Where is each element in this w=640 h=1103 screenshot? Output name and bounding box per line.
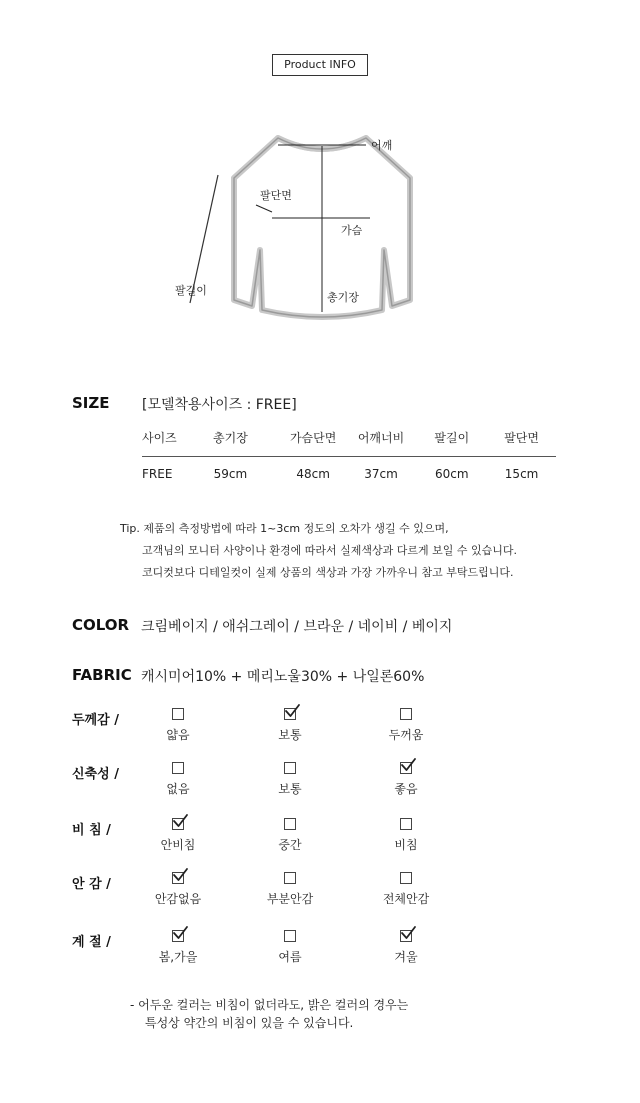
option-label: 봄,가을 xyxy=(158,950,198,964)
attribute-option xyxy=(250,708,330,743)
attribute-option xyxy=(366,762,446,797)
checkbox-icon xyxy=(400,818,412,830)
attribute-option xyxy=(366,930,446,965)
transparency-notice xyxy=(130,996,408,1032)
checked-box-icon xyxy=(172,930,184,942)
option-label: 없음 xyxy=(166,782,190,796)
attribute-option xyxy=(138,762,218,797)
column-header: 팔단면 xyxy=(504,431,539,445)
attribute-label: 계 절 / xyxy=(72,935,111,950)
attribute-label: 안 감 / xyxy=(72,877,111,892)
attribute-option xyxy=(138,872,218,907)
checkbox-icon xyxy=(284,818,296,830)
attribute-option xyxy=(250,762,330,797)
size-table-header xyxy=(142,430,556,457)
sleeve-width-line xyxy=(256,205,272,212)
table-cell: 59cm xyxy=(213,467,248,481)
tip-line: 고객님의 모니터 사양이나 환경에 따라서 실제색상과 다르게 보일 수 있습니다. xyxy=(142,544,517,557)
column-header: 어깨너비 xyxy=(357,431,405,445)
option-label: 겨울 xyxy=(394,950,418,964)
label-chest: 가슴 xyxy=(341,224,363,237)
attribute-label: 신축성 / xyxy=(72,767,119,782)
label-shoulder: 어깨 xyxy=(371,139,393,152)
option-label: 얇음 xyxy=(166,728,190,742)
product-info-title: Product INFO xyxy=(272,54,368,76)
tip-line: Tip. 제품의 측정방법에 따라 1~3cm 정도의 오차가 생길 수 있으며, xyxy=(120,522,449,535)
checkbox-icon xyxy=(284,930,296,942)
model-size-note: [모델착용사이즈 : FREE] xyxy=(142,397,297,413)
attribute-option xyxy=(138,708,218,743)
label-sleeve-width: 팔단면 xyxy=(260,189,292,202)
column-header: 팔길이 xyxy=(434,431,470,445)
checkbox-icon xyxy=(284,872,296,884)
option-label: 전체안감 xyxy=(382,892,430,906)
checkbox-icon xyxy=(400,708,412,720)
checked-box-icon xyxy=(172,872,184,884)
checkbox-icon xyxy=(172,708,184,720)
table-cell: 37cm xyxy=(364,467,398,481)
option-label: 비침 xyxy=(394,838,418,852)
option-label: 보통 xyxy=(278,782,302,796)
attribute-option xyxy=(138,930,218,965)
label-total-length: 총기장 xyxy=(327,291,359,304)
option-label: 안감없음 xyxy=(154,892,202,906)
option-label: 중간 xyxy=(278,838,302,852)
checkbox-icon xyxy=(172,762,184,774)
fabric-value: 캐시미어10% + 메리노울30% + 나일론60% xyxy=(141,669,425,685)
checked-box-icon xyxy=(172,818,184,830)
column-header: 사이즈 xyxy=(142,431,177,445)
size-label: SIZE xyxy=(72,394,110,412)
color-label: COLOR xyxy=(72,616,130,634)
attribute-option xyxy=(250,818,330,853)
table-row xyxy=(142,457,556,491)
option-label: 안비침 xyxy=(160,838,196,852)
checked-box-icon xyxy=(400,930,412,942)
attribute-label: 비 침 / xyxy=(72,823,111,838)
checked-box-icon xyxy=(400,762,412,774)
option-label: 부분안감 xyxy=(266,892,314,906)
fabric-label: FABRIC xyxy=(72,666,132,684)
attribute-option xyxy=(366,818,446,853)
attribute-option xyxy=(366,708,446,743)
option-label: 좋음 xyxy=(394,782,418,796)
column-header: 가슴단면 xyxy=(289,431,337,445)
color-value: 크림베이지 / 애쉬그레이 / 브라운 / 네이비 / 베이지 xyxy=(141,619,453,635)
option-label: 두꺼움 xyxy=(388,728,424,742)
table-cell: FREE xyxy=(142,467,173,481)
label-sleeve-length: 팔길이 xyxy=(175,284,207,297)
measurement-tip xyxy=(120,518,517,584)
attribute-option xyxy=(366,872,446,907)
checkbox-icon xyxy=(400,872,412,884)
attribute-option xyxy=(250,930,330,965)
notice-line: - 어두운 컬러는 비침이 없더라도, 밝은 컬러의 경우는 xyxy=(130,998,409,1012)
tip-line: 코디컷보다 디테일컷이 실제 상품의 색상과 가장 가까우니 참고 부탁드립니다. xyxy=(142,566,514,579)
option-label: 여름 xyxy=(278,950,302,964)
garment-diagram xyxy=(160,120,440,330)
attribute-option xyxy=(250,872,330,907)
column-header: 총기장 xyxy=(213,431,248,445)
checkbox-icon xyxy=(284,762,296,774)
notice-line: 특성상 약간의 비침이 있을 수 있습니다. xyxy=(145,1016,354,1030)
attribute-label: 두께감 / xyxy=(72,713,119,728)
attribute-option xyxy=(138,818,218,853)
size-table xyxy=(142,430,556,491)
checked-box-icon xyxy=(284,708,296,720)
table-cell: 15cm xyxy=(504,467,539,481)
table-cell: 48cm xyxy=(296,467,330,481)
option-label: 보통 xyxy=(278,728,302,742)
table-cell: 60cm xyxy=(435,467,469,481)
